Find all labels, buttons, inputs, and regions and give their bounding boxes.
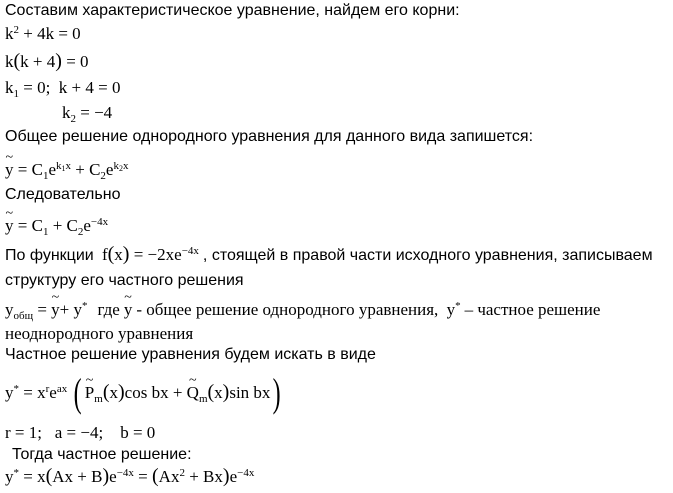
param-r: r = 1; (5, 423, 42, 442)
intro-text: Составим характеристическое уравнение, найдем его корни: (5, 2, 460, 19)
particular-form-formula: $y^* = x^re^{ax}$ (~ $P_m(x)\cos$ bx + ~ $Q_m(x)\sin$ bx) (5, 382, 284, 405)
general-solution-substituted: ~ $y = C_1 + C_2e^{-4x}$ (5, 216, 108, 238)
y-general-line: $y_{общ}$ = ~ y+ y* где ~ y - общее решение однородного уравнения, y* – частное решение (5, 300, 600, 322)
nonhomogeneous-text: неоднородного уравнения (5, 324, 194, 343)
root-k2: $k_2 = -4$ (62, 103, 113, 125)
then-particular-text: Тогда частное решение: (12, 446, 192, 463)
particular-form-intro: Частное решение уравнения будем искать в виде (5, 346, 376, 363)
final-particular-solution: $y^* = x(Ax + B)e^{-4x} = (Ax^2 + Bx)e^{-4x}$ (5, 465, 255, 487)
param-a: a = −4; (54, 423, 104, 442)
by-function-line: По функции $f(x) = -2xe^{-4x}$ , стоящей в правой части исходного уравнения, записываем (5, 243, 653, 265)
parameters-line (5, 423, 155, 443)
general-solution-intro: Общее решение однородного уравнения для данного вида запишется: (5, 128, 534, 145)
root-k1: $k_1 = 0$; k + 4 = 0 (5, 78, 121, 100)
param-b: b = 0 (120, 423, 156, 442)
factored-equation: k(k + 4) = 0 (5, 50, 89, 72)
therefore-text: Следовательно (5, 186, 121, 203)
structure-text: структуру его частного решения (5, 272, 244, 289)
characteristic-equation: $k^2 + 4k = 0$ (5, 24, 81, 43)
general-solution-formula: ~ $y = C_1e^{k_1x} + C_2e^{k_2x}$ (5, 160, 128, 183)
